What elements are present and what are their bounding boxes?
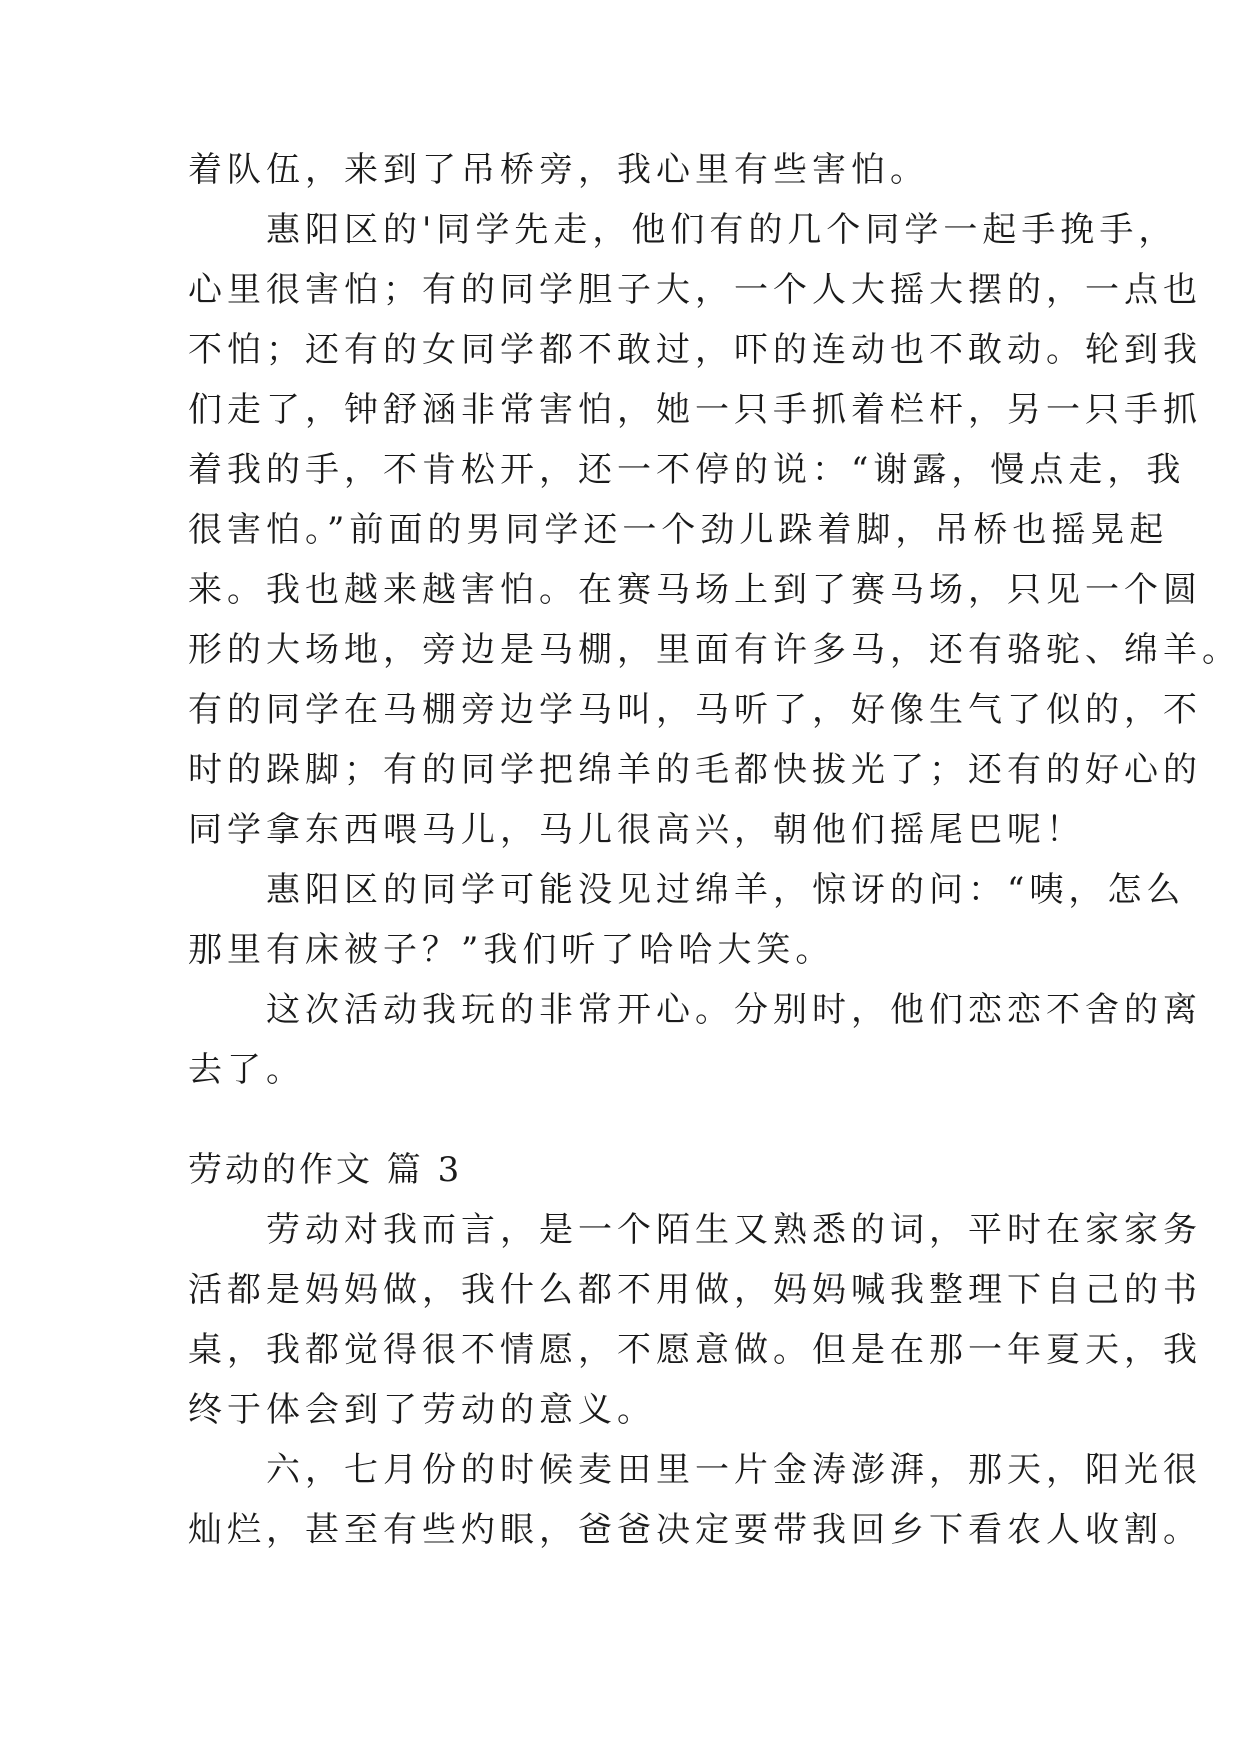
text-line: 同学拿东西喂马儿，马儿很高兴，朝他们摇尾巴呢！ [188, 810, 1085, 850]
text-line: 灿烂，甚至有些灼眼，爸爸决定要带我回乡下看农人收割。 [188, 1510, 1202, 1550]
section-heading: 劳动的作文 篇 3 [188, 1150, 463, 1190]
text-line: 劳动对我而言，是一个陌生又熟悉的词，平时在家家务 [188, 1210, 1202, 1250]
text-line: 很害怕。”前面的男同学还一个劲儿跺着脚，吊桥也摇晃起 [188, 510, 1169, 550]
text-line: 终于体会到了劳动的意义。 [188, 1390, 656, 1430]
text-line: 那里有床被子？”我们听了哈哈大笑。 [188, 930, 835, 970]
text-line: 心里很害怕；有的同学胆子大，一个人大摇大摆的，一点也 [188, 270, 1202, 310]
text-line: 惠阳区的'同学先走，他们有的几个同学一起手挽手， [188, 210, 1178, 250]
text-line: 这次活动我玩的非常开心。分别时，他们恋恋不舍的离 [188, 990, 1202, 1030]
text-line: 惠阳区的同学可能没见过绵羊，惊讶的问：“咦，怎么 [188, 870, 1186, 910]
text-line: 形的大场地，旁边是马棚，里面有许多马，还有骆驼、绵羊。 [188, 630, 1241, 670]
text-line: 六，七月份的时候麦田里一片金涛澎湃，那天，阳光很 [188, 1450, 1202, 1490]
text-line: 去了。 [188, 1050, 305, 1090]
text-line: 不怕；还有的女同学都不敢过，吓的连动也不敢动。轮到我 [188, 330, 1202, 370]
text-line: 来。我也越来越害怕。在赛马场上到了赛马场，只见一个圆 [188, 570, 1202, 610]
text-line: 活都是妈妈做，我什么都不用做，妈妈喊我整理下自己的书 [188, 1270, 1202, 1310]
text-line: 们走了，钟舒涵非常害怕，她一只手抓着栏杆，另一只手抓 [188, 390, 1202, 430]
text-line: 着队伍，来到了吊桥旁，我心里有些害怕。 [188, 150, 929, 190]
text-line: 时的跺脚；有的同学把绵羊的毛都快拔光了；还有的好心的 [188, 750, 1202, 790]
text-line: 桌，我都觉得很不情愿，不愿意做。但是在那一年夏天，我 [188, 1330, 1202, 1370]
text-line: 有的同学在马棚旁边学马叫，马听了，好像生气了似的，不 [188, 690, 1202, 730]
text-line: 着我的手，不肯松开，还一不停的说：“谢露，慢点走，我 [188, 450, 1186, 490]
